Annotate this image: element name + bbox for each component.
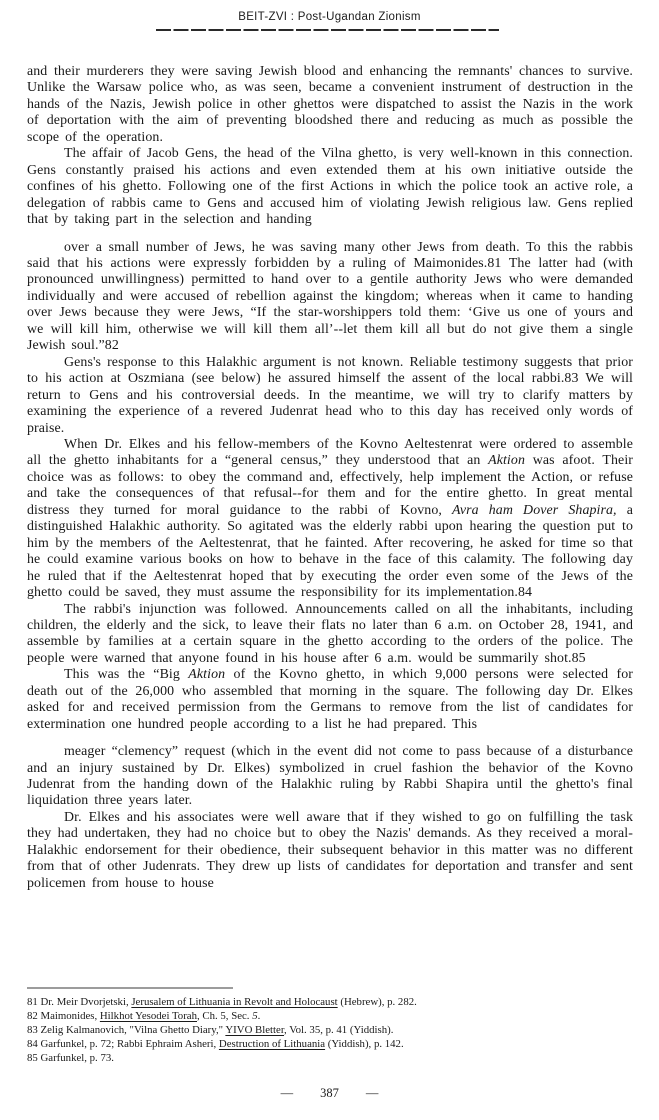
text-segment: (Yiddish), p. 142. (325, 1037, 404, 1050)
text-segment: a distinguished Halakhic authority. So agitated was the elderly rabbi upon hearing the question put to him by the members of the Aeltestenrat, that he fainted. After recovering, he asked for time so that he could examine various books on how to behave in the face of this calamity. The following day he ruled that if the Aeltestenrat hoped that by executing the order even some of the Jews of the ghetto could be saved, they must assume the responsibility for its implementation.84 (27, 502, 633, 601)
footnote (27, 996, 633, 1010)
body-text (27, 64, 633, 892)
footnote (27, 1038, 633, 1052)
text-segment: 84 Garfunkel, p. 72; Rabbi Ephraim Asheri, (27, 1037, 219, 1050)
paragraph (27, 437, 633, 602)
text-segment: Avra ham Dover Shapira, (452, 502, 617, 518)
text-segment: Aktion (188, 667, 226, 683)
text-segment: was afoot. Their choice was as follows: to obey the command and, effectively, help implement the Action, or refuse and take the consequences of that refusal--for them and for the entire ghetto. In great mental distress they turned for moral guidance to the rabbi of Kovno, (27, 453, 634, 518)
text-segment: 5 (252, 1009, 258, 1022)
text-segment: This was the “Big (64, 667, 189, 683)
text-segment: meager “clemency” request (which in the event did not come to pass because of a disturbance and an injury sustained by Dr. Elkes) symbolized in cruel fashion the behavior of the Kovno Judenrat from the handing down of the Halakhic ruling by Rabbi Shapira until the ghetto's final liquidation three years later. (27, 744, 633, 809)
footnote (27, 1024, 633, 1038)
running-header-title: BEIT-ZVI : Post-Ugandan Zionism (238, 11, 421, 23)
text-segment: Gens's response to this Halakhic argument is not known. Reliable testimony suggests that prior to his action at Oszmiana (see below) he assured himself the assent of the local rabbi.83 We will return to Gens and his controversial deeds. In the meantime, we will try to clarify matters by examining the experience of a revered Judenrat head who to this day has received only words of praise. (27, 354, 633, 436)
header-rule (156, 29, 499, 31)
text-segment: 83 Zelig Kalmanovich, "Vilna Ghetto Diary," (27, 1023, 226, 1036)
paragraph (27, 667, 633, 733)
paragraph (27, 744, 633, 810)
text-segment: The rabbi's injunction was followed. Announcements called on all the inhabitants, including children, the elderly and the sick, to leave their flats no later than 6 a.m. on October 28, 1941, and assemble by families at a certain square in the ghetto according to the orders of the police. The people were warned that anyone found in his house after 6 a.m. would be summarily shot.85 (27, 601, 633, 666)
paragraph (27, 355, 633, 437)
text-segment: over a small number of Jews, he was saving many other Jews from death. To this the rabbis said that his actions were expressly forbidden by a ruling of Maimonides.81 The latter had (with pronounced unwillingness) permitted to hand over to a gentile authority Jews who were demanded individually and were accused of rebellion against the kingdom; whereas when it came to handing over Jews because they were Jews, “If the star-worshippers told them: ‘Give us one of yours and we will kill him, otherwise we will kill them all’--let them kill all but do not give them a single Jewish soul.”82 (27, 239, 633, 354)
text-segment: When Dr. Elkes and his fellow-members of the Kovno Aeltestenrat were ordered to assemble all the ghetto inhabitants for a “general census,” they understood that an (27, 436, 633, 469)
footnote-separator (27, 987, 233, 989)
text-segment: Hilkhot Yesodei Torah (99, 1009, 197, 1022)
footnotes (27, 996, 633, 1066)
text-segment: The affair of Jacob Gens, the head of the Vilna ghetto, is very well-known in this connection. Gens constantly praised his actions and even extended them at his own initiative outside the confines of his ghetto. Following one of the first Actions in which the police took an active role, a delegation of rabbis came to Gens and accused him of violating Jewish religious law. Gens replied that by taking part in the selection and handing (27, 146, 633, 228)
footnote (27, 1052, 633, 1066)
text-segment: YIVO Bletter (225, 1023, 285, 1036)
text-segment: and their murderers they were saving Jewish blood and enhancing the remnants' chances to survive. Unlike the Warsaw police who, as was seen, became a convenient instrument of destruction in the hands of the Nazis, Jewish police in other ghettos were dispatched to assist the Nazis in the work of deportation with the aim of preventing bloodshed there and reducing as much as possible the scope of the operation. (27, 64, 633, 145)
text-segment: , Ch. 5, Sec. (197, 1009, 253, 1022)
text-segment: Jerusalem of Lithuania in Revolt and Holocaust (131, 996, 338, 1008)
footer-dash-right: — (365, 1086, 379, 1100)
paragraph (27, 602, 633, 668)
text-segment: 81 Dr. Meir Dvorjetski, (27, 996, 132, 1008)
text-segment: 82 Maimonides, (27, 1009, 100, 1022)
text-segment: , Vol. 35, p. 41 (Yiddish). (284, 1023, 394, 1036)
footnote (27, 1010, 633, 1024)
text-segment: (Hebrew), p. 282. (337, 996, 417, 1008)
text-segment: . (257, 1009, 261, 1022)
paragraph (27, 240, 633, 355)
text-segment: of the Kovno ghetto, in which 9,000 persons were selected for death out of the 26,000 who assembled that morning in the square. The following day Dr. Elkes asked for and received permission from the Germans to remove from the list of candidates for extermination one hundred people according to a list he had prepared. This (27, 667, 633, 732)
page-number: 387 (320, 1086, 339, 1100)
footer-dash-left: — (280, 1086, 294, 1100)
text-segment: Dr. Elkes and his associates were well aware that if they wished to go on fulfilling the task they had undertaken, they had no choice but to obey the Nazis' demands. As they received a moral-Halakhic endorsement for their obedience, their subsequent behavior in this matter was no different from that of other Judenrats. They drew up lists of candidates for deportation and transfer and sent policemen from house to house (27, 809, 633, 891)
text-segment: Destruction of Lithuania (218, 1037, 326, 1050)
paragraph (27, 146, 633, 228)
page-footer (0, 1086, 659, 1101)
text-segment: 85 Garfunkel, p. 73. (27, 1051, 114, 1064)
text-segment: Aktion (488, 453, 525, 469)
paragraph (27, 64, 633, 146)
paragraph (27, 810, 633, 892)
